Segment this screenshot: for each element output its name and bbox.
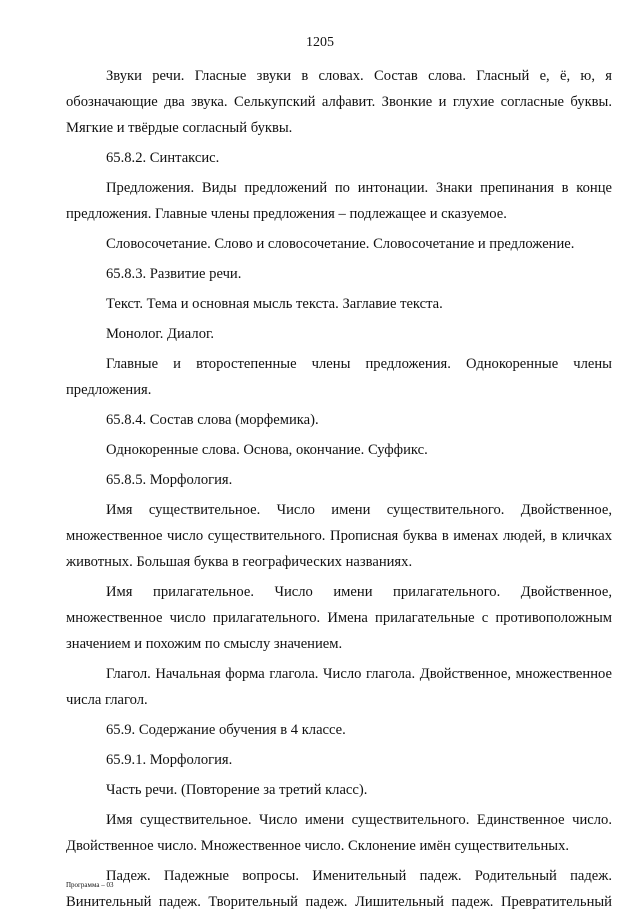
section-heading-syntax: 65.8.2. Синтаксис. <box>106 150 220 166</box>
paragraph-monologue-dialogue: Монолог. Диалог. <box>106 326 214 342</box>
page-number: 1205 <box>306 35 334 50</box>
paragraph-text-theme: Текст. Тема и основная мысль текста. Заглавие текста. <box>106 296 443 312</box>
paragraph-sentences: Предложения. Виды предложений по интонации. Знаки препинания в конце предложения. Главные члены предложения – подлежащее и сказуемое. <box>66 180 612 222</box>
paragraph-noun-declension: Имя существительное. Число имени существительного. Единственное число. Двойственное число. Множественное число. Склонение имён существительных. <box>66 812 612 854</box>
paragraph-adjective: Имя прилагательное. Число имени прилагательного. Двойственное, множественное число прилагательного. Имена прилагательные с противоположным значением и похожим по смыслу значением. <box>66 584 612 652</box>
paragraph-sounds-letters: Звуки речи. Гласные звуки в словах. Состав слова. Гласный е, ё, ю, я обозначающие два звука. Селькупский алфавит. Звонкие и глухие согласные буквы. Мягкие и твёрдые согласный буквы. <box>66 68 612 136</box>
paragraph-cases: Падеж. Падежные вопросы. Именительный падеж. Родительный падеж. Винительный падеж. Творительный падеж. Лишительный падеж. Превратительный <box>66 868 612 910</box>
paragraph-root-words: Однокоренные слова. Основа, окончание. Суффикс. <box>106 442 428 458</box>
section-heading-word-structure: 65.8.4. Состав слова (морфемика). <box>106 412 319 428</box>
section-heading-morphology-grade-4: 65.9.1. Морфология. <box>106 752 233 768</box>
page-body <box>66 63 612 919</box>
section-heading-grade-4: 65.9. Содержание обучения в 4 классе. <box>106 722 346 738</box>
paragraph-sentence-members: Главные и второстепенные члены предложения. Однокоренные члены предложения. <box>66 356 612 398</box>
paragraph-noun: Имя существительное. Число имени существительного. Двойственное, множественное число существительного. Прописная буква в именах людей, в кличках животных. Большая буква в географических названиях. <box>66 502 612 570</box>
paragraph-word-combinations: Словосочетание. Слово и словосочетание. Словосочетание и предложение. <box>106 236 575 252</box>
page-footer: Программа – 03 <box>66 881 114 889</box>
section-heading-speech-development: 65.8.3. Развитие речи. <box>106 266 242 282</box>
section-heading-morphology: 65.8.5. Морфология. <box>106 472 233 488</box>
paragraph-verb: Глагол. Начальная форма глагола. Число глагола. Двойственное, множественное числа глагол. <box>66 666 612 708</box>
paragraph-parts-of-speech: Часть речи. (Повторение за третий класс). <box>106 782 368 798</box>
